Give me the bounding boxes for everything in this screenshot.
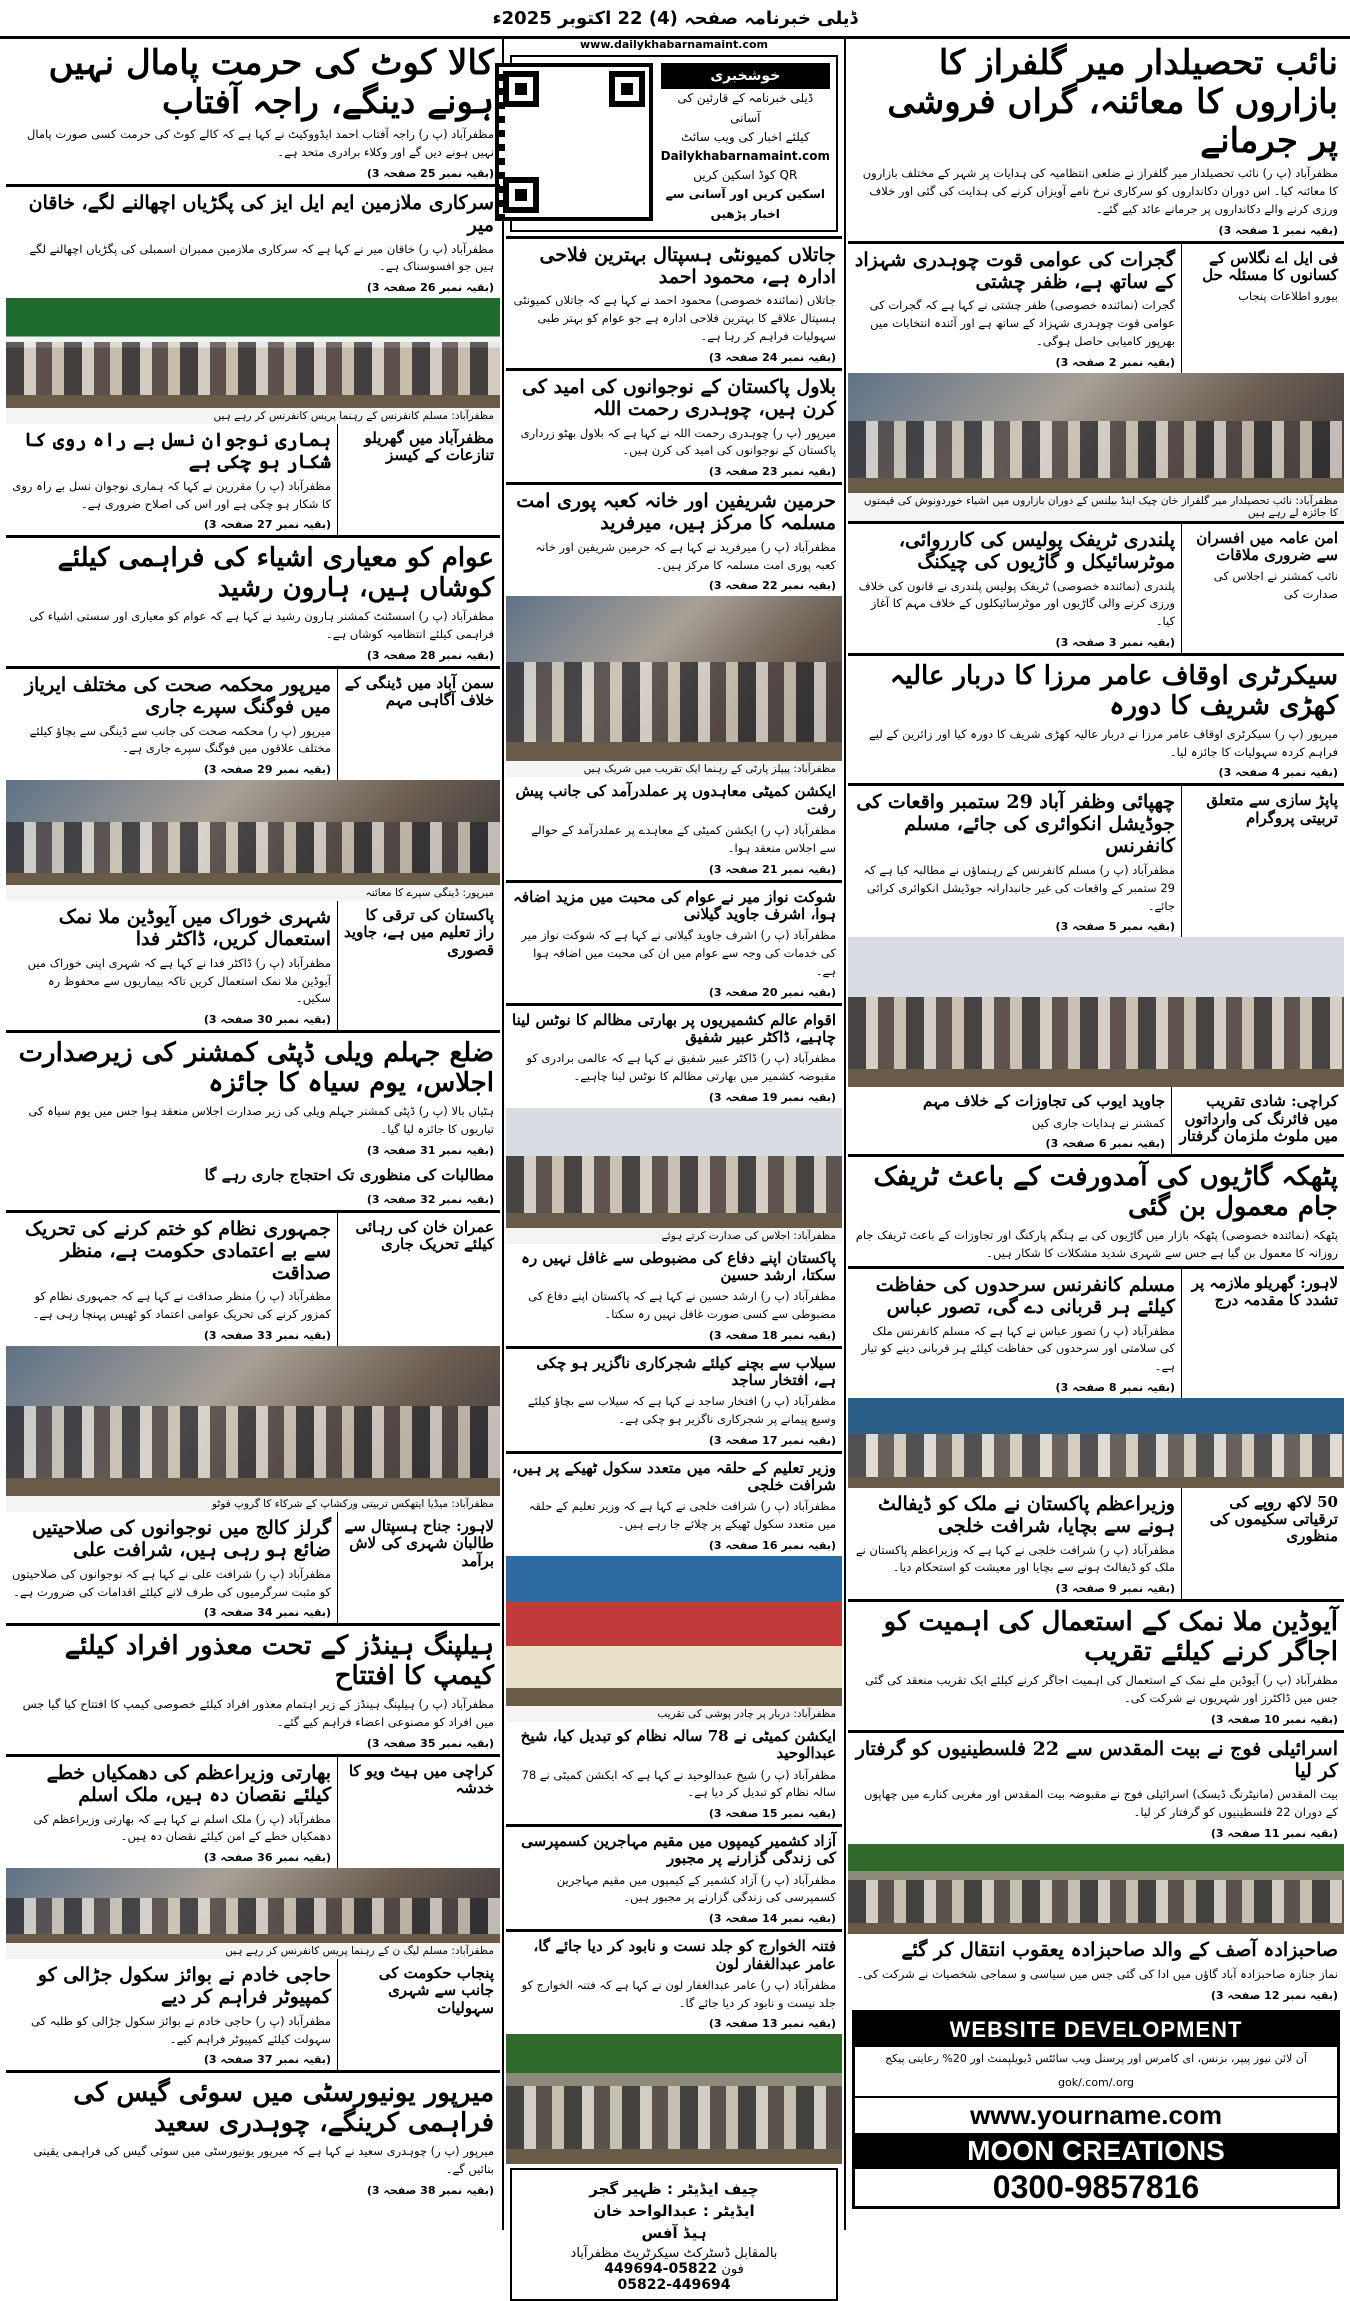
story-jump: (بقیہ نمبر 16 صفحہ 3) xyxy=(708,1539,836,1553)
news-story xyxy=(848,38,1344,241)
news-story xyxy=(506,777,842,879)
phone-number: 05822-449694 xyxy=(617,2277,731,2294)
masthead-title: ڈیلی خبرنامہ صفحہ (4) 22 اکتوبر 2025ء xyxy=(492,7,858,29)
news-story xyxy=(6,1959,337,2070)
story-jump: (بقیہ نمبر 29 صفحہ 3) xyxy=(203,763,331,777)
qr-url-top: www.dailykhabarnamaint.com xyxy=(580,38,768,51)
photo-caption: مظفرآباد: مسلم کانفرنس کے رہنما پریس کانفرنس کر رہے ہیں xyxy=(6,408,500,424)
news-story xyxy=(337,1757,500,1868)
ad-url: www.yourname.com xyxy=(855,2096,1337,2133)
story-headline: حرمین شریفین اور خانہ کعبہ پوری امت مسلمہ کا مرکز ہیں، میرفرید xyxy=(516,490,836,534)
news-story xyxy=(337,1959,500,2070)
qr-line: ڈیلی خبرنامہ کے قارئین کی آسانی xyxy=(677,91,814,125)
news-story xyxy=(506,1932,842,2034)
news-story xyxy=(1171,1087,1344,1154)
news-photo xyxy=(6,1346,500,1496)
news-story xyxy=(506,1006,842,1108)
story-jump: (بقیہ نمبر 8 صفحہ 3) xyxy=(1055,1380,1175,1394)
story-jump: (بقیہ نمبر 1 صفحہ 3) xyxy=(1218,223,1338,237)
news-story xyxy=(337,901,500,1030)
story-body: نائب کمشنر نے اجلاس کی صدارت کی xyxy=(1213,569,1338,602)
news-story xyxy=(848,786,1181,937)
story-jump: (بقیہ نمبر 23 صفحہ 3) xyxy=(708,465,836,479)
news-story xyxy=(506,883,842,1003)
news-story xyxy=(6,538,500,665)
news-photo xyxy=(506,1108,842,1228)
story-body: گجرات (نمائندہ خصوصی) ظفر چشتی نے کہا ہے کہ گجرات کی عوامی قوت چوہدری شہزاد کے ساتھ ہے اور آئندہ انتخابات میں بھرپور کامیابی حاصل ہوگی۔ xyxy=(869,298,1175,349)
story-jump: (بقیہ نمبر 12 صفحہ 3) xyxy=(1210,1988,1338,2002)
story-headline: سرکاری ملازمین ایم ایل ایز کی پگڑیاں اچھالنے لگے، خاقان میر xyxy=(28,191,494,236)
story-body: مظفرآباد (پ ر) ہیلپنگ ہینڈز کے زیر اہتمام معذور افراد کیلئے خصوصی کیمپ کا افتتاح کیا گیا جس میں افراد کو مصنوعی اعضاء فراہم کیے گئے۔ xyxy=(22,1697,494,1729)
news-story xyxy=(848,1602,1344,1729)
news-story xyxy=(6,1757,337,1868)
qr-line: QR کوڈ اسکین کریں xyxy=(693,168,798,183)
story-jump: (بقیہ نمبر 25 صفحہ 3) xyxy=(366,166,494,180)
story-headline: گرلز کالج میں نوجوانوں کی صلاحیتیں ضائع ہو رہی ہیں، شرافت علی xyxy=(32,1517,331,1561)
story-jump: (بقیہ نمبر 2 صفحہ 3) xyxy=(1055,355,1175,369)
news-story xyxy=(6,1626,500,1753)
news-story xyxy=(506,1827,842,1929)
news-photo xyxy=(506,1556,842,1706)
ad-title: WEBSITE DEVELOPMENT xyxy=(855,2013,1337,2047)
story-headline: مظفرآباد میں گھریلو تنازعات کے کیسز xyxy=(364,429,494,465)
story-jump: (بقیہ نمبر 19 صفحہ 3) xyxy=(708,1090,836,1104)
news-story xyxy=(1181,244,1344,373)
story-body: مظفرآباد (پ ر) آزاد کشمیر کے کیمپوں میں مقیم مہاجرین کسمپرسی کی زندگی گزارنے پر مجبور ہیں۔ xyxy=(556,1872,836,1905)
story-body: مظفرآباد (پ ر) منظر صداقت نے کہا ہے کہ جمہوری نظام کو کمزور کرنے کی تحریک عوامی اعتماد کو ٹھیس پہنچا رہی ہے۔ xyxy=(32,1289,331,1322)
news-story xyxy=(6,901,337,1030)
news-story xyxy=(337,424,500,535)
qr-code-icon[interactable] xyxy=(495,63,653,221)
story-headline: میرپور یونیورسٹی میں سوئی گیس کی فراہمی کرینگے، چوہدری سعید xyxy=(73,2078,494,2139)
story-jump: (بقیہ نمبر 34 صفحہ 3) xyxy=(203,1606,331,1620)
story-headline: پاپڑ سازی سے متعلق تربیتی پروگرام xyxy=(1206,791,1338,827)
story-headline: جاوید ایوب کی تجاوزات کے خلاف مہم xyxy=(922,1092,1165,1111)
story-headline: شہری خوراک میں آیوڈین ملا نمک استعمال کریں، ڈاکٹر فدا xyxy=(58,906,331,950)
story-body: مظفرآباد (پ ر) ڈاکٹر عبیر شفیق نے کہا ہے کہ عالمی برادری کو مقبوضہ کشمیر میں بھارتی مظالم کا نوٹس لینا چاہیے۔ xyxy=(526,1051,836,1083)
story-jump: (بقیہ نمبر 15 صفحہ 3) xyxy=(708,1807,836,1821)
left-column xyxy=(6,38,500,2230)
news-photo xyxy=(848,1398,1344,1488)
story-body: مظفرآباد (پ ر) حاجی خادم نے بوائز سکول جڑالی کو طلبہ کی سہولت کیلئے کمپیوٹر فراہم کیے۔ xyxy=(31,2013,331,2046)
story-headline: پنجاب حکومت کی جانب سے شہری سہولیات xyxy=(378,1964,494,2017)
story-headline: ایکشن کمیٹی معاہدوں پر عملدرآمد کی جانب پیش رفت xyxy=(515,782,836,818)
story-headline: کراچی میں ہیٹ ویو کا خدشہ xyxy=(348,1761,494,1798)
story-headline: کالا کوٹ کی حرمت پامال نہیں ہونے دینگے، راجہ آفتاب xyxy=(48,43,494,123)
news-story xyxy=(337,1213,500,1346)
news-story xyxy=(506,1349,842,1451)
story-headline: امن عامہ میں افسران سے ضروری ملاقات xyxy=(1196,528,1338,565)
story-jump: (بقیہ نمبر 11 صفحہ 3) xyxy=(1210,1826,1338,1840)
news-story xyxy=(848,1488,1181,1599)
story-body: نماز جنازہ صاحبزادہ آباد گاؤں میں ادا کی گئی جس میں سیاسی و سماجی شخصیات نے شرکت کی۔ xyxy=(856,1966,1338,1981)
story-body: مظفرآباد (پ ر) شرافت خلجی نے کہا ہے کہ وزیراعظم پاکستان نے ملک کو ڈیفالٹ ہونے سے بچایا اور معیشت کو استحکام دیا۔ xyxy=(855,1542,1175,1575)
ad-body: آن لائن نیوز پیپر، بزنس، ای کامرس اور پرسنل ویب سائٹس ڈیویلپمنٹ اور 20% رعایتی پیکج xyxy=(885,2051,1307,2065)
news-story xyxy=(848,244,1181,373)
news-photo xyxy=(848,373,1344,493)
ad-phone: 0300-9857816 xyxy=(992,2168,1200,2205)
news-story xyxy=(848,1087,1171,1154)
story-headline: نائب تحصیلدار میر گلفراز کا بازاروں کا معائنہ، گراں فروشی پر جرمانے xyxy=(887,43,1338,162)
story-headline: پلندری ٹریفک پولیس کی کارروائی، موٹرسائیکل و گاڑیوں کی چیکنگ xyxy=(898,528,1175,573)
story-jump: (بقیہ نمبر 14 صفحہ 3) xyxy=(708,1912,836,1926)
story-jump: (بقیہ نمبر 13 صفحہ 3) xyxy=(708,2017,836,2031)
story-headline: اسرائیلی فوج نے بیت المقدس سے 22 فلسطینیوں کو گرفتار کر لیا xyxy=(855,1737,1338,1782)
page-masthead xyxy=(0,0,1350,39)
office-address: بالمقابل ڈسٹرکٹ سیکرٹریٹ مظفرآباد xyxy=(570,2246,778,2262)
news-story xyxy=(337,1512,500,1623)
story-headline: جاتلاں کمیونٹی ہسپتال بہترین فلاحی ادارہ ہے، محمود احمد xyxy=(539,243,836,288)
story-body: مظفرآباد (پ ر) راجہ آفتاب احمد ایڈووکیٹ نے کہا ہے کہ کالے کوٹ کی حرمت کسی صورت پامال نہیں ہونے دیں گے اور وکلاء برادری متحد ہے۔ xyxy=(26,127,494,159)
website-development-ad xyxy=(852,2010,1340,2209)
news-story xyxy=(6,424,337,535)
story-jump: (بقیہ نمبر 17 صفحہ 3) xyxy=(708,1433,836,1447)
news-story xyxy=(506,239,842,368)
news-story xyxy=(848,1157,1344,1265)
chief-editor-name: ظہیر گجر xyxy=(589,2180,662,2199)
photo-caption: مظفرآباد: اجلاس کی صدارت کرتے ہوئے xyxy=(506,1228,842,1244)
photo-caption: مظفرآباد: نائب تحصیلدار میر گلفراز خان چیک اینڈ بیلنس کے دوران بازاروں میں اشیاء خوردونوش کی قیمتوں کا جائزہ لے رہے ہیں xyxy=(848,493,1344,521)
story-jump: (بقیہ نمبر 5 صفحہ 3) xyxy=(1055,920,1175,934)
story-jump: (بقیہ نمبر 31 صفحہ 3) xyxy=(366,1143,494,1157)
story-body: مظفرآباد (پ ر) ایکشن کمیٹی کے معاہدے پر عملدرآمد کے حوالے سے اجلاس منعقد ہوا۔ xyxy=(531,822,836,855)
story-jump: (بقیہ نمبر 18 صفحہ 3) xyxy=(708,1328,836,1342)
story-body: میرپور (پ ر) محکمہ صحت کی جانب سے ڈینگی سے بچاؤ کیلئے مختلف علاقوں میں فوگنگ سپرے جاری ہے۔ xyxy=(29,723,331,756)
news-story xyxy=(1181,524,1344,653)
story-headline: ہماری نوجوان نسل بے راہ روی کا شکار ہو چکی ہے xyxy=(24,429,331,473)
qr-title: خوشخبری xyxy=(661,63,830,89)
story-headline: گجرات کی عوامی قوت چوہدری شہزاد کے ساتھ ہے، ظفر چشتی xyxy=(854,248,1175,293)
story-body: مظفرآباد (پ ر) مسلم کانفرنس کے رہنماؤں نے مطالبہ کیا ہے کہ 29 ستمبر کے واقعات کی غیر جانبدارانہ جوڈیشل انکوائری کرائی جائے۔ xyxy=(863,862,1175,913)
story-jump: (بقیہ نمبر 20 صفحہ 3) xyxy=(708,985,836,999)
qr-promo-box xyxy=(510,55,838,232)
story-jump: (بقیہ نمبر 37 صفحہ 3) xyxy=(203,2053,331,2067)
story-headline: ایکشن کمیٹی نے 78 سالہ نظام کو تبدیل کیا، شیخ عبدالوحید xyxy=(520,1727,836,1763)
story-body: مظفرآباد (پ ر) شیخ عبدالوحید نے کہا ہے کہ ایکشن کمیٹی نے 78 سالہ نظام کو تبدیل کر دیا ہے۔ xyxy=(521,1767,836,1800)
news-photo xyxy=(506,596,842,761)
story-headline: اقوام عالم کشمیریوں پر بھارتی مظالم کا نوٹس لینا چاہیے، ڈاکٹر عبیر شفیق xyxy=(512,1010,836,1046)
story-headline: وزیر تعلیم کے حلقہ میں متعدد سکول ٹھیکے پر ہیں، شرافت خلجی xyxy=(512,1458,836,1495)
middle-column xyxy=(506,38,842,2294)
story-body: میرپور (پ ر) چوہدری رحمت اللہ نے کہا ہے کہ بلاول بھٹو زرداری پاکستان کے نوجوانوں کی امید کی کرن ہیں۔ xyxy=(520,425,836,458)
news-story xyxy=(1181,1269,1344,1398)
story-jump: (بقیہ نمبر 35 صفحہ 3) xyxy=(366,1736,494,1750)
story-headline: 50 لاکھ روپے کی ترقیاتی سکیموں کی منظوری xyxy=(1209,1492,1338,1546)
story-headline: وزیراعظم پاکستان نے ملک کو ڈیفالٹ ہونے سے بچایا، شرافت خلجی xyxy=(878,1492,1175,1537)
news-story xyxy=(506,485,842,596)
story-headline: سیلاب سے بچنے کیلئے شجرکاری ناگزیر ہو چکی ہے، افتخار ساجد xyxy=(536,1353,836,1390)
ad-domains: gok/.com/.org xyxy=(1057,2076,1135,2090)
story-headline: حاجی خادم نے بوائز سکول جڑالی کو کمپیوٹر فراہم کر دیے xyxy=(37,1964,331,2008)
editor-name: عبدالواحد خان xyxy=(593,2202,698,2221)
story-headline: پٹھکہ گاڑیوں کی آمدورفت کے باعث ٹریفک جام معمول بن گئی xyxy=(873,1162,1338,1223)
news-story xyxy=(6,2073,500,2200)
story-body: مظفرآباد (پ ر) تصور عباس نے کہا ہے کہ مسلم کانفرنس ملک کی سلامتی اور سرحدوں کی حفاظت کیلئے ہر قربانی دینے کو تیار ہے۔ xyxy=(861,1323,1175,1374)
story-headline: لاہور: گھریلو ملازمہ پر تشدد کا مقدمہ درج xyxy=(1191,1273,1338,1310)
story-headline: جمہوری نظام کو ختم کرنے کی تحریک سے بے اعتمادی حکومت ہے، منظر صداقت xyxy=(25,1217,331,1284)
story-body: پٹھکہ (نمائندہ خصوصی) پٹھکہ بازار میں گاڑیوں کی بے ہنگم پارکنگ اور تجاوزات کے باعث ٹریفک جام روزانہ کا معمول بن گیا ہے جس سے شہری شدید مشکلات کا شکار ہیں۔ xyxy=(855,1228,1338,1260)
story-jump: (بقیہ نمبر 22 صفحہ 3) xyxy=(708,579,836,593)
qr-line: اسکین کریں اور آسانی سے اخبار پڑھیں xyxy=(665,187,826,221)
story-headline: فی ایل اے نگلاس کے کسانوں کا مسئلہ حل xyxy=(1202,248,1338,284)
news-story xyxy=(506,1722,842,1824)
story-jump: (بقیہ نمبر 4 صفحہ 3) xyxy=(1218,766,1338,780)
qr-line: کیلئے اخبار کی ویب سائٹ xyxy=(681,129,810,144)
story-headline: چھپائی وظفر آباد 29 ستمبر واقعات کی جوڈیشل انکوائری کی جائے، مسلم کانفرنس xyxy=(856,791,1175,858)
column-divider xyxy=(502,38,504,2230)
story-jump: (بقیہ نمبر 24 صفحہ 3) xyxy=(708,350,836,364)
news-story xyxy=(6,1161,500,1210)
news-story xyxy=(506,1244,842,1346)
story-headline: صاحبزادہ آصف کے والد صاحبزادہ یعقوب انتقال کر گئے xyxy=(901,1938,1338,1961)
news-story xyxy=(848,1733,1344,1844)
photo-caption: مظفرآباد: میڈیا ایتھکس تربیتی ورکشاپ کے شرکاء کا گروپ فوٹو xyxy=(6,1496,500,1512)
story-headline: میرپور محکمہ صحت کی مختلف ایریاز میں فوگنگ سپرے جاری xyxy=(24,673,331,718)
news-photo xyxy=(848,1844,1344,1934)
story-headline: فتنہ الخوارج کو جلد نست و نابود کر دیا جائے گا، عامر عبدالغفار لون xyxy=(533,1937,836,1973)
news-photo xyxy=(6,1868,500,1943)
story-jump: (بقیہ نمبر 33 صفحہ 3) xyxy=(203,1329,331,1343)
story-jump: (بقیہ نمبر 6 صفحہ 3) xyxy=(1045,1137,1165,1151)
news-story xyxy=(337,669,500,780)
story-jump: (بقیہ نمبر 21 صفحہ 3) xyxy=(708,862,836,876)
story-body: مظفرآباد (پ ر) میرفرید نے کہا ہے کہ حرمین شریفین اور خانہ کعبہ پوری امت مسلمہ کا مرکز ہیں۔ xyxy=(535,539,836,572)
news-story xyxy=(6,187,500,298)
story-body: مظفرآباد (پ ر) خاقان میر نے کہا ہے کہ سرکاری ملازمین ممبران اسمبلی کی پگڑیاں اچھالنے لگے ہیں جو افسوسناک ہے۔ xyxy=(29,241,494,274)
news-story xyxy=(848,1934,1344,2006)
story-headline: آزاد کشمیر کیمپوں میں مقیم مہاجرین کسمپرسی کی زندگی گزارنے پر مجبور xyxy=(521,1832,836,1868)
story-headline: عوام کو معیاری اشیاء کی فراہمی کیلئے کوشاں ہیں، ہارون رشید xyxy=(57,543,494,604)
story-jump: (بقیہ نمبر 28 صفحہ 3) xyxy=(366,648,494,662)
story-headline: لاہور: جناح ہسپتال سے طالبان شہری کی لاش برآمد xyxy=(344,1517,494,1570)
column-divider xyxy=(844,38,846,2230)
story-body: جاتلاں (نمائندہ خصوصی) محمود احمد نے کہا ہے کہ جاتلاں کمیونٹی ہسپتال علاقے کا بہترین فلاحی ادارہ ہے جو عوام کو بہتر طبی سہولیات فراہم کر رہا ہے۔ xyxy=(513,293,836,344)
story-jump: (بقیہ نمبر 32 صفحہ 3) xyxy=(366,1192,494,1206)
news-story xyxy=(6,669,337,780)
news-photo xyxy=(6,780,500,885)
news-story xyxy=(6,1033,500,1160)
qr-text xyxy=(661,63,830,224)
story-body: مظفرآباد (پ ر) ڈاکٹر فدا نے کہا ہے کہ شہری اپنی خوراک میں آیوڈین ملا نمک استعمال کریں تاکہ بیماریوں سے محفوظ رہ سکیں۔ xyxy=(27,955,331,1006)
staff-box: چیف ایڈیٹر : ظہیر گجر ایڈیٹر : عبدالواحد خان ہیڈ آفس بالمقابل ڈسٹرکٹ سیکرٹریٹ مظفرآباد فون 05822-449694 05822-449694 xyxy=(510,2168,838,2301)
news-story xyxy=(848,656,1344,783)
story-jump: (بقیہ نمبر 9 صفحہ 3) xyxy=(1055,1582,1175,1596)
story-jump: (بقیہ نمبر 36 صفحہ 3) xyxy=(203,1851,331,1865)
news-story xyxy=(1181,1488,1344,1599)
news-story xyxy=(6,1213,337,1346)
news-story xyxy=(6,1512,337,1623)
story-jump: (بقیہ نمبر 38 صفحہ 3) xyxy=(366,2183,494,2197)
story-body: مظفرآباد (پ ر) ملک اسلم نے کہا ہے کہ بھارتی وزیراعظم کی دھمکیاں خطے کے امن کیلئے نقصان دہ ہیں۔ xyxy=(33,1811,331,1844)
phone-number: 05822-449694 xyxy=(604,2261,718,2278)
phone-label: فون xyxy=(721,2262,744,2278)
story-headline: مسلم کانفرنس سرحدوں کی حفاظت کیلئے ہر قربانی دے گی، تصور عباس xyxy=(875,1273,1175,1318)
story-body: مظفرآباد (پ ر) اسسٹنٹ کمشنر ہارون رشید نے کہا ہے کہ عوام کو معیاری اور سستی اشیاء کی فراہمی کیلئے انتظامیہ کوشاں ہے۔ xyxy=(29,609,494,642)
story-body: مظفرآباد (پ ر) شرافت خلجی نے کہا ہے کہ وزیر تعلیم کے حلقہ میں متعدد سکول ٹھیکے پر چلائے جا رہے ہیں۔ xyxy=(528,1499,836,1532)
photo-caption: مظفرآباد: پیپلز پارٹی کے رہنما ایک تقریب میں شریک ہیں xyxy=(506,761,842,777)
story-body: مظفرآباد (پ ر) نائب تحصیلدار میر گلفراز نے ضلعی انتظامیہ کی ہدایات پر شہر کے مختلف بازاروں کا معائنہ کیا۔ اس دوران دکانداروں کو سرکاری نرخ نامے آویزاں کرنے کی ہدایت کی گئی اور خلاف ورزی کرنے والے دکانداروں پر جرمانے عائد کیے گئے۔ xyxy=(862,166,1338,216)
story-body: مظفرآباد (پ ر) شرافت علی نے کہا ہے کہ نوجوانوں کی صلاحیتوں کو مثبت سرگرمیوں کی طرف لانے کیلئے اقدامات کی ضرورت ہے۔ xyxy=(11,1566,331,1599)
story-jump: (بقیہ نمبر 30 صفحہ 3) xyxy=(203,1013,331,1027)
story-jump: (بقیہ نمبر 10 صفحہ 3) xyxy=(1210,1712,1338,1726)
story-jump: (بقیہ نمبر 26 صفحہ 3) xyxy=(366,281,494,295)
news-photo xyxy=(506,2034,842,2164)
story-body: ہٹیاں بالا (پ ر) ڈپٹی کمشنر جہلم ویلی کی زیر صدارت اجلاس منعقد ہوا جس میں یوم سیاہ کی تیاریوں کا جائزہ لیا گیا۔ xyxy=(28,1104,494,1136)
photo-caption: میرپور: ڈینگی سپرے کا معائنہ xyxy=(6,885,500,901)
right-column xyxy=(848,38,1344,2230)
photo-caption: مظفرآباد: مسلم لیگ ن کے رہنما پریس کانفرنس کر رہے ہیں xyxy=(6,1943,500,1959)
story-jump: (بقیہ نمبر 27 صفحہ 3) xyxy=(203,518,331,532)
story-headline: بھارتی وزیراعظم کی دھمکیاں خطے کیلئے نقصان دہ ہیں، ملک اسلم xyxy=(46,1761,331,1806)
story-body: مظفرآباد (پ ر) آیوڈین ملے نمک کے استعمال کی اہمیت اجاگر کرنے کیلئے ایک تقریب منعقد کی گئی جس میں ڈاکٹرز اور شہریوں نے شرکت کی۔ xyxy=(864,1673,1338,1705)
head-office-label: ہیڈ آفس xyxy=(641,2224,707,2243)
news-story xyxy=(848,524,1181,653)
news-story xyxy=(1181,786,1344,937)
story-body: مظفرآباد (پ ر) مقررین نے کہا کہ ہماری نوجوان نسل بے راہ روی کا شکار ہو چکی ہے اور اس کی اصلاح ضروری ہے۔ xyxy=(12,478,331,511)
story-headline: ہیلپنگ ہینڈز کے تحت معذور افراد کیلئے کیمپ کا افتتاح xyxy=(64,1631,494,1692)
ad-brand: MOON CREATIONS xyxy=(855,2133,1337,2169)
news-story xyxy=(848,1269,1181,1398)
news-photo xyxy=(848,937,1344,1087)
story-body: مظفرآباد (پ ر) اشرف جاوید گیلانی نے کہا ہے کہ شوکت نواز میر کی خدمات کی وجہ سے عوام میں ان کی محبت میں اضافہ ہوا ہے۔ xyxy=(521,928,836,978)
story-headline: مطالبات کی منظوری تک احتجاج جاری رہے گا xyxy=(204,1165,494,1184)
news-photo xyxy=(6,298,500,408)
story-headline: آیوڈین ملا نمک کے استعمال کی اہمیت کو اجاگر کرنے کیلئے تقریب xyxy=(883,1607,1338,1668)
story-headline: ضلع جہلم ویلی ڈپٹی کمشنر کی زیرصدارت اجلاس، یوم سیاہ کا جائزہ xyxy=(18,1038,494,1099)
story-body: کمشنر نے ہدایات جاری کیں xyxy=(1031,1115,1165,1130)
story-body: پلندری (نمائندہ خصوصی) ٹریفک پولیس پلندری نے قانون کی خلاف ورزی کرنے والی گاڑیوں اور موٹرسائیکلوں کے خلاف مہم کا آغاز کیا۔ xyxy=(858,578,1175,629)
story-headline: پاکستان کی ترقی کا راز تعلیم میں ہے، جاوید قصوری xyxy=(344,906,494,959)
news-story xyxy=(6,38,500,184)
qr-url: Dailykhabarnamaint.com xyxy=(660,148,830,163)
story-headline: بلاول پاکستان کے نوجوانوں کی امید کی کرن ہیں، چوہدری رحمت اللہ xyxy=(522,375,836,420)
story-body: میرپور (پ ر) سیکرٹری اوقاف عامر مرزا نے دربار عالیہ کھڑی شریف کا دورہ کیا اور زائرین کے لیے فراہم کردہ سہولیات کا جائزہ لیا۔ xyxy=(869,726,1338,759)
story-headline: سمن آباد میں ڈینگی کے خلاف آگاہی مہم xyxy=(344,673,494,710)
photo-caption: مظفرآباد: دربار پر چادر پوشی کی تقریب xyxy=(506,1706,842,1722)
story-headline: سیکرٹری اوقاف عامر مرزا کا دربار عالیہ کھڑی شریف کا دورہ xyxy=(889,660,1338,721)
story-body: مظفرآباد (پ ر) افتخار ساجد نے کہا ہے کہ سیلاب سے بچاؤ کیلئے وسیع پیمانے پر شجرکاری ناگزیر ہو چکی ہے۔ xyxy=(527,1394,836,1427)
chief-editor-label: چیف ایڈیٹر xyxy=(678,2180,759,2199)
story-headline: کراچی: شادی تقریب میں فائرنگ کی وارداتوں میں ملوث ملزمان گرفتار xyxy=(1179,1092,1338,1145)
story-body: بیورو اطلاعات پنجاب xyxy=(1238,289,1338,304)
story-jump: (بقیہ نمبر 3 صفحہ 3) xyxy=(1055,635,1175,649)
news-story xyxy=(506,1454,842,1556)
story-body: میرپور (پ ر) چوہدری سعید نے کہا ہے کہ میرپور یونیورسٹی میں سوئی گیس کی فراہمی یقینی بنائیں گے۔ xyxy=(33,2144,494,2177)
story-headline: عمران خان کی رہائی کیلئے تحریک جاری xyxy=(355,1217,494,1254)
story-body: بیت المقدس (مانیٹرنگ ڈیسک) اسرائیلی فوج نے مقبوضہ بیت المقدس اور مغربی کنارے میں چھاپوں کے دوران 22 فلسطینیوں کو گرفتار کر لیا۔ xyxy=(864,1787,1338,1820)
story-headline: شوکت نواز میر نے عوام کی محبت میں مزید اضافہ ہوا، اشرف جاوید گیلانی xyxy=(513,887,836,923)
story-body: مظفرآباد (پ ر) ارشد حسین نے کہا ہے کہ پاکستان اپنے دفاع کی مضبوطی سے کسی صورت غافل نہیں رہ سکتا۔ xyxy=(528,1289,836,1321)
story-body: مظفرآباد (پ ر) عامر عبدالغفار لون نے کہا ہے کہ فتنہ الخوارج کو جلد نیست و نابود کر دیا جائے گا۔ xyxy=(521,1977,836,2010)
story-headline: پاکستان اپنے دفاع کی مضبوطی سے غافل نہیں رہ سکتا، ارشد حسین xyxy=(521,1248,836,1284)
news-story xyxy=(506,371,842,482)
editor-label: ایڈیٹر xyxy=(714,2202,755,2221)
